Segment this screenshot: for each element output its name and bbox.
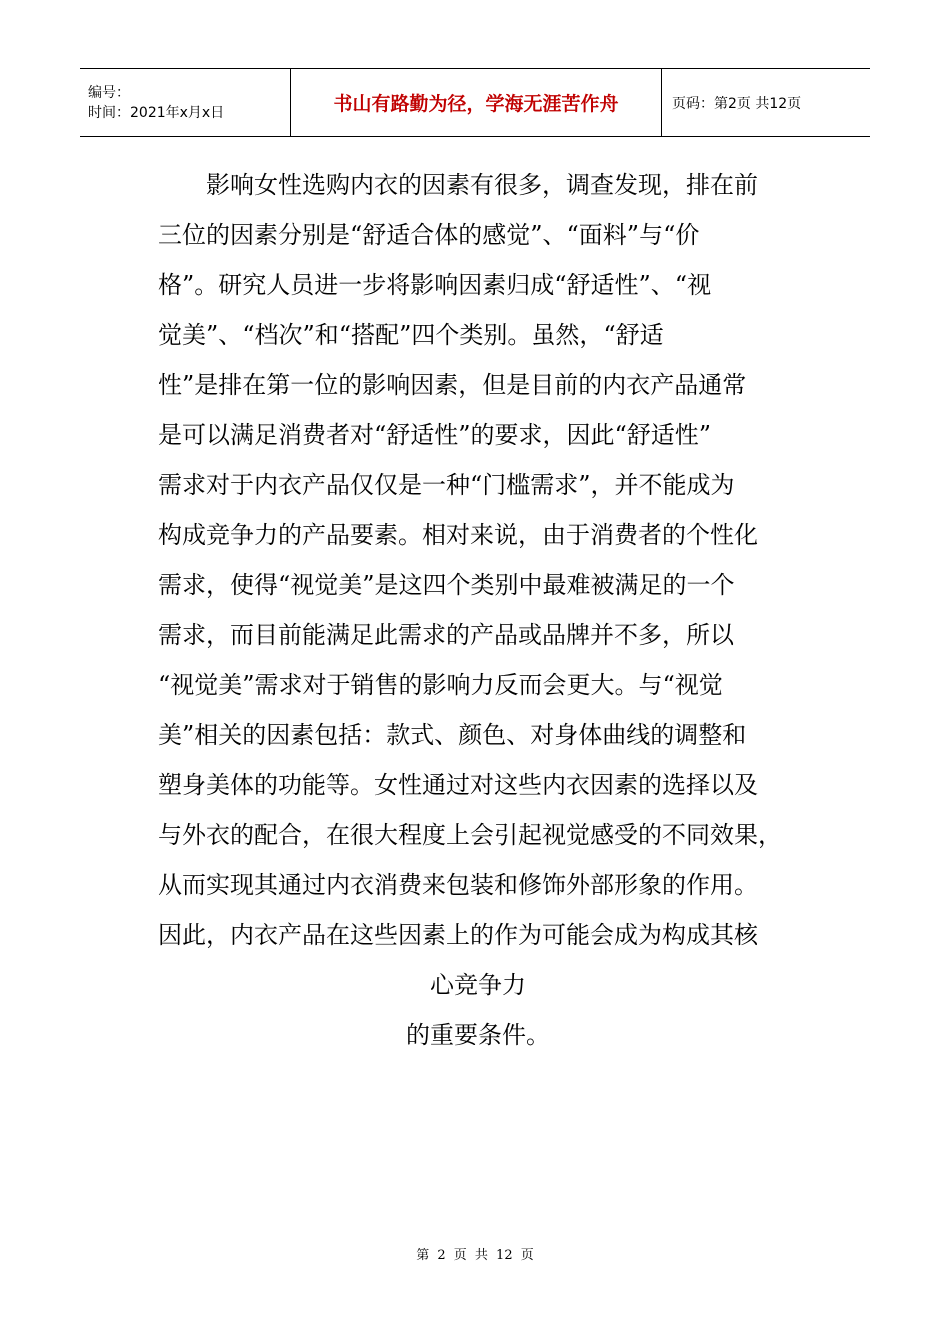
text-line: 是可以满足消费者对“舒适性”的要求，因此“舒适性” xyxy=(158,421,712,449)
text-line: 的重要条件。 xyxy=(406,1021,550,1049)
text-line: 构成竞争力的产品要素。相对来说，由于消费者的个性化 xyxy=(158,521,758,549)
text-line: 需求，使得“视觉美”是这四个类别中最难被满足的一个 xyxy=(158,571,735,599)
body-text xyxy=(158,160,798,1060)
text-line: 影响女性选购内衣的因素有很多，调查发现，排在前 xyxy=(206,171,758,199)
time-label: 时间：2021年x月x日 xyxy=(88,104,225,121)
text-line: 因此，内衣产品在这些因素上的作为可能会成为构成其核 xyxy=(158,921,758,949)
text-line: “视觉美”需求对于销售的影响力反而会更大。与“视觉 xyxy=(158,671,723,699)
text-line: 从而实现其通过内衣消费来包装和修饰外部形象的作用。 xyxy=(158,871,758,899)
header-meta-cell xyxy=(80,69,291,137)
text-line: 需求对于内衣产品仅仅是一种“门槛需求”，并不能成为 xyxy=(158,471,735,499)
text-line: 觉美”、“档次”和“搭配”四个类别。虽然，“舒适 xyxy=(158,321,664,349)
header-motto: 书山有路勤为径，学海无涯苦作舟 xyxy=(291,69,662,137)
text-line: 美”相关的因素包括：款式、颜色、对身体曲线的调整和 xyxy=(158,721,747,749)
text-line: 需求，而目前能满足此需求的产品或品牌并不多，所以 xyxy=(158,621,734,649)
page-footer: 第 2 页 共 12 页 xyxy=(416,1248,534,1263)
text-line: 性”是排在第一位的影响因素，但是目前的内衣产品通常 xyxy=(158,371,747,399)
text-line: 塑身美体的功能等。女性通过对这些内衣因素的选择以及 xyxy=(158,771,758,799)
text-line: 与外衣的配合，在很大程度上会引起视觉感受的不同效果， xyxy=(158,821,782,849)
text-line: 三位的因素分别是“舒适合体的感觉”、“面料”与“价 xyxy=(158,221,700,249)
text-line: 格”。研究人员进一步将影响因素归成“舒适性”、“视 xyxy=(158,271,712,299)
text-line: 心竞争力 xyxy=(430,971,526,999)
header-page-info: 页码：第2页 共12页 xyxy=(662,69,871,137)
number-label: 编号： xyxy=(88,84,130,101)
document-header xyxy=(80,68,870,137)
